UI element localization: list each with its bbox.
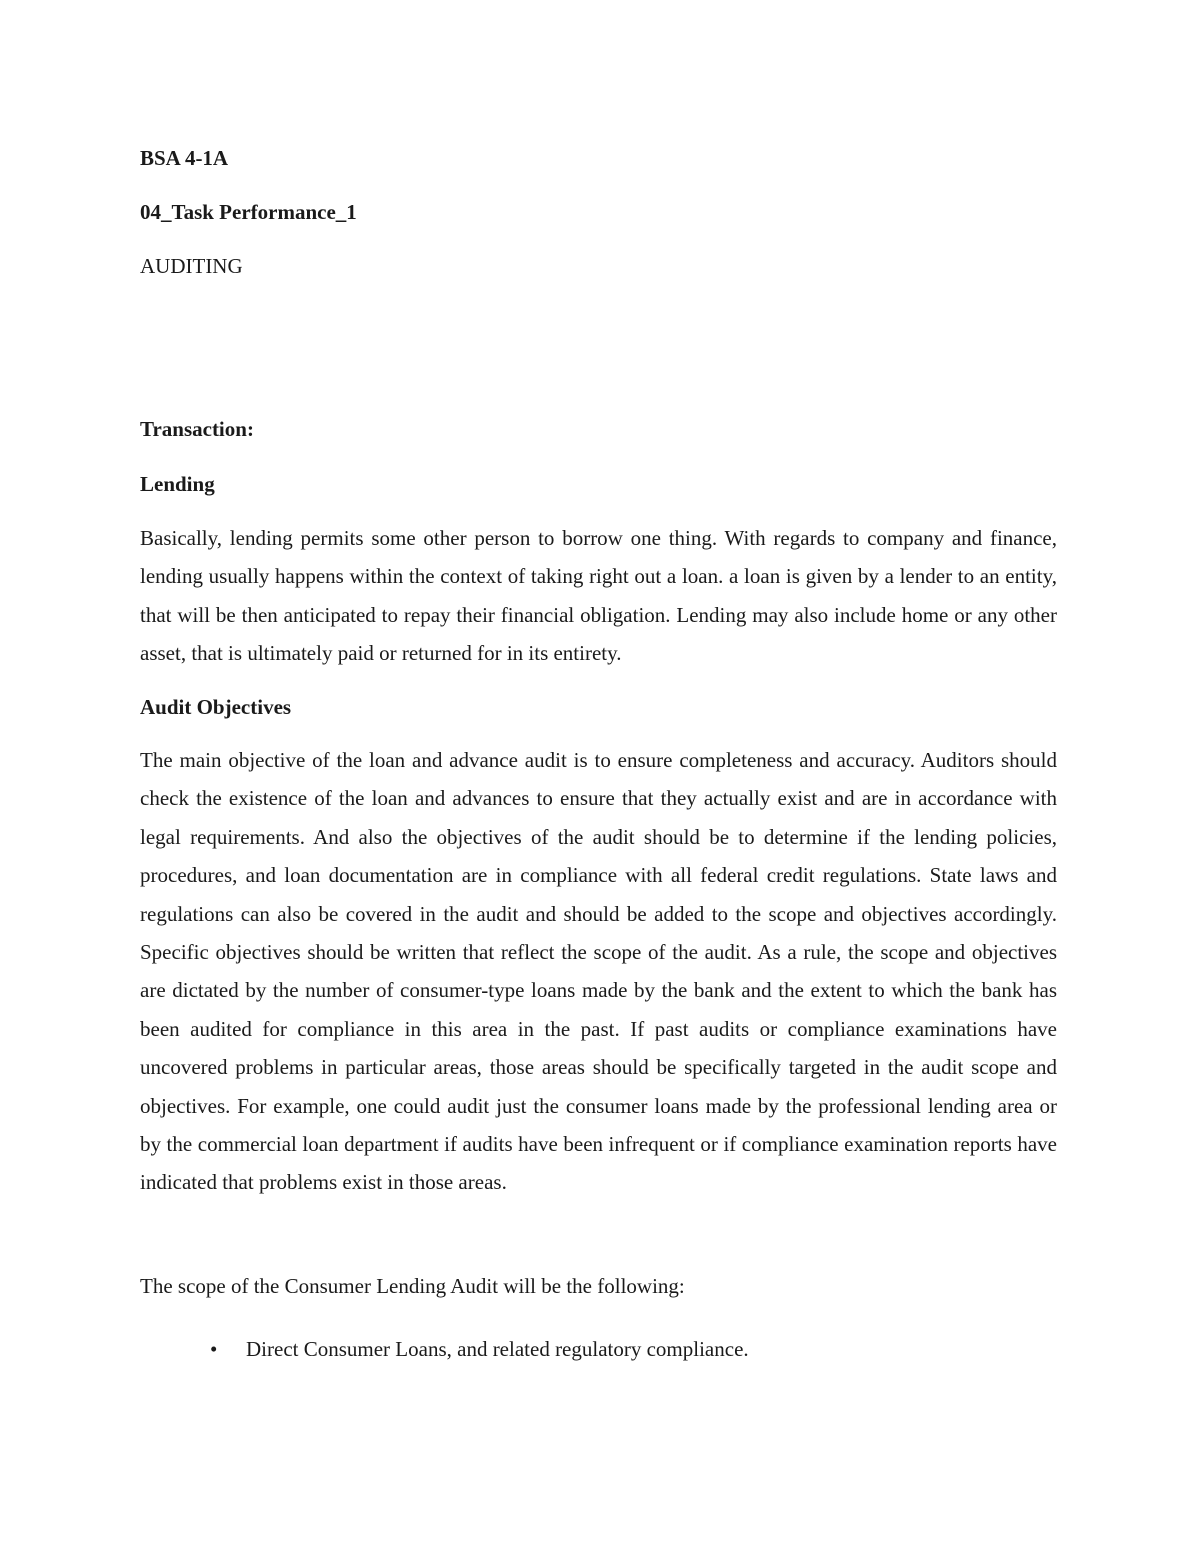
audit-objectives-body: The main objective of the loan and advance audit is to ensure completeness and accuracy. Auditors should check the existence of the loan and advances to ensure that they actually exist and are in accordance with legal requirements. And also the objectives of the audit should be to determine if the lending policies, procedures, and loan documentation are in compliance with all federal credit regulations. State laws and regulations can also be covered in the audit and should be added to the scope and objectives accordingly. Specific objectives should be written that reflect the scope of the audit. As a rule, the scope and objectives are dictated by the number of consumer-type loans made by the bank and the extent to which the bank has been audited for compliance in this area in the past. If past audits or compliance examinations have uncovered problems in particular areas, those areas should be specifically targeted in the audit scope and objectives. For example, one could audit just the consumer loans made by the professional lending area or by the commercial loan department if audits have been infrequent or if compliance examination reports have indicated that problems exist in those areas. — [140, 748, 1057, 1195]
bullet-icon: • — [210, 1337, 218, 1361]
transaction-description: Basically, lending permits some other person to borrow one thing. With regards to company and finance, lending usually happens within the context of taking right out a loan. a loan is given by a lender to an entity, that will be then anticipated to repay their financial obligation. Lending may also include home or any other asset, that is ultimately paid or returned for in its entirety. — [140, 526, 1057, 666]
audit-objectives-heading: Audit Objectives — [140, 695, 292, 719]
scope-intro: The scope of the Consumer Lending Audit will be the following: — [140, 1274, 685, 1298]
scope-item-text: Direct Consumer Loans, and related regulatory compliance. — [246, 1337, 749, 1361]
transaction-name: Lending — [140, 472, 215, 496]
subject-title: AUDITING — [140, 254, 243, 278]
task-title: 04_Task Performance_1 — [140, 200, 357, 224]
scope-list-item — [210, 1336, 749, 1362]
class-section: BSA 4-1A — [140, 146, 229, 170]
transaction-label: Transaction: — [140, 417, 254, 441]
